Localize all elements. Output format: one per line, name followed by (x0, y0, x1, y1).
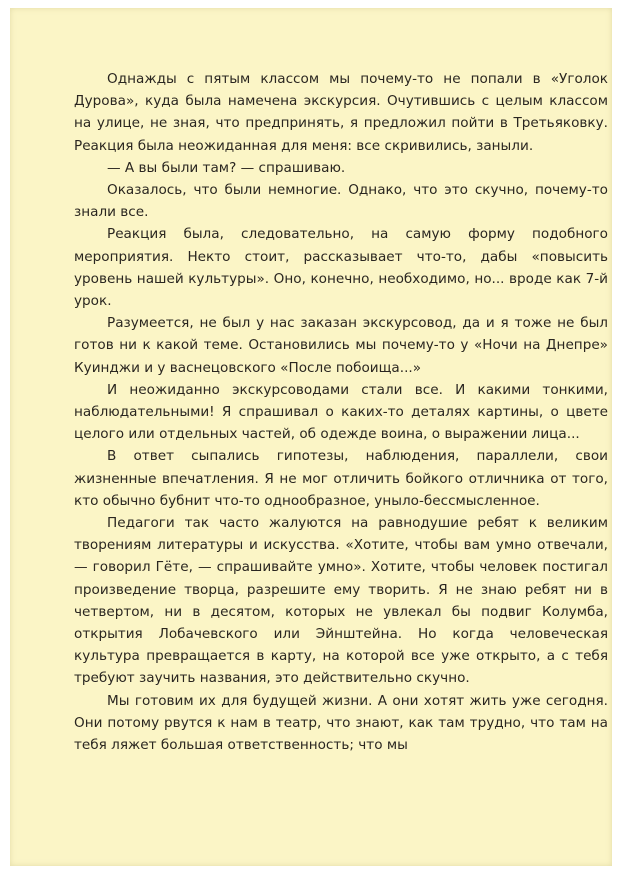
paragraph-9: Мы готовим их для будущей жизни. А они хотят жить уже сегодня. Они потому рвутся к нам в театр, что знают, как там трудно, что там на тебя ляжет большая ответственность; что мы (74, 692, 608, 754)
paragraph-5: Разумеется, не был у нас заказан экскурсовод, да и я тоже не был готов ни к какой теме. Остановились мы почему-то у «Ночи на Днепре» Куинджи и у васнецовского «После побоища...» (74, 315, 608, 376)
paragraph-1: Однажды с пятым классом мы почему-то не попали в «Уголок Дурова», куда была намечена экскурсия. Очутившись с целым классом на улице, не зная, что предпринять, я предложил пойти в Третьяковку. Реакция была неожиданная для меня: все скривились, заныли. (74, 71, 608, 154)
paragraph-8: Педагоги так часто жалуются на равнодушие ребят к великим творениям литературы и искусства. «Хотите, чтобы вам умно отвечали, — говорил Гёте, — спрашивайте умно». Хотите, чтобы человек постигал произведение творца, разрешите ему творить. Я не знаю ребят ни в четвертом, ни в десятом, которых не увлекал бы подвиг Колумба, открытия Лобачевского или Эйнштейна. Но когда человеческая культура превращается в карту, на которой все уже открыто, а с тебя требуют заучить названия, это действительно скучно. (74, 515, 608, 687)
paragraph-6: И неожиданно экскурсоводами стали все. И какими тонкими, наблюдательными! Я спрашивал о каких-то деталях картины, о цвете целого или отдельных частей, об одежде воина, о выражении лица... (74, 381, 608, 443)
paragraph-7: В ответ сыпались гипотезы, наблюдения, параллели, свои жизненные впечатления. Я не мог отличить бойкого отличника от того, кто обычно бубнит что-то однообразное, уныло-бессмысленное. (74, 448, 608, 509)
paragraph-2-dialog: — А вы были там? — спрашиваю. (107, 159, 346, 176)
paragraph-3: Оказалось, что были немногие. Однако, что это скучно, почему-то знали все. (74, 182, 608, 221)
paragraph-4: Реакция была, следовательно, на самую форму подобного мероприятия. Некто стоит, рассказывает что-то, дабы «повысить уровень нашей культуры». Оно, конечно, необходимо, но... вроде как 7-й урок. (74, 226, 608, 310)
book-page (10, 8, 612, 866)
page-body-text (74, 68, 608, 756)
